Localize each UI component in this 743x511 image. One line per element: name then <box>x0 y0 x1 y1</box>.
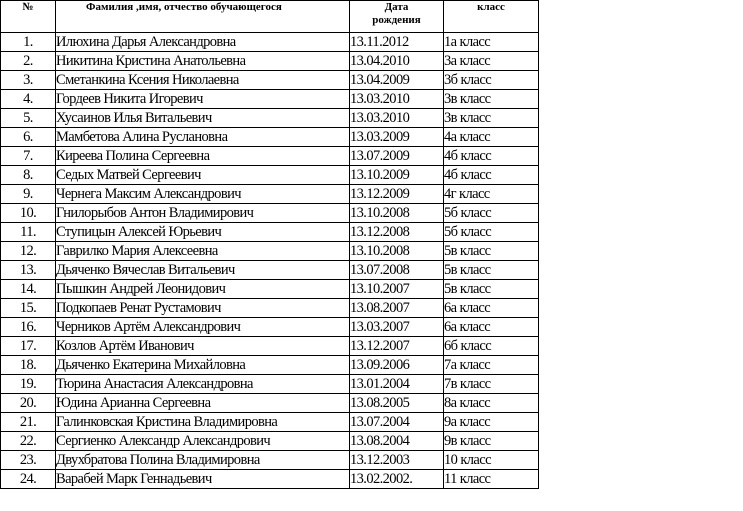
student-name: Киреева Полина Сергеевна <box>56 147 350 166</box>
table-row <box>1 451 539 470</box>
birth-date: 13.12.2007 <box>350 337 444 356</box>
row-number: 1. <box>1 33 56 52</box>
table-row <box>1 71 539 90</box>
header-class: класс <box>444 1 539 33</box>
table-row <box>1 356 539 375</box>
birth-date: 13.12.2003 <box>350 451 444 470</box>
birth-date: 13.12.2009 <box>350 185 444 204</box>
student-name: Козлов Артём Иванович <box>56 337 350 356</box>
birth-date: 13.04.2009 <box>350 71 444 90</box>
row-number: 19. <box>1 375 56 394</box>
birth-date: 13.10.2009 <box>350 166 444 185</box>
header-birth-date-line2: рождения <box>372 14 421 26</box>
table-row <box>1 413 539 432</box>
student-class: 3б класс <box>444 71 539 90</box>
birth-date: 13.11.2012 <box>350 33 444 52</box>
birth-date: 13.07.2008 <box>350 261 444 280</box>
student-class: 10 класс <box>444 451 539 470</box>
birth-date: 13.01.2004 <box>350 375 444 394</box>
header-full-name: Фамилия ,имя, отчество обучающегося <box>56 1 350 33</box>
row-number: 17. <box>1 337 56 356</box>
table-row <box>1 128 539 147</box>
student-class: 4б класс <box>444 166 539 185</box>
row-number: 20. <box>1 394 56 413</box>
birth-date: 13.10.2008 <box>350 242 444 261</box>
student-class: 5б класс <box>444 223 539 242</box>
student-name: Гнилорыбов Антон Владимирович <box>56 204 350 223</box>
student-name: Гордеев Никита Игоревич <box>56 90 350 109</box>
header-row <box>1 1 539 33</box>
row-number: 21. <box>1 413 56 432</box>
student-name: Хусаинов Илья Витальевич <box>56 109 350 128</box>
table-row <box>1 470 539 489</box>
birth-date: 13.07.2004 <box>350 413 444 432</box>
row-number: 15. <box>1 299 56 318</box>
student-class: 6а класс <box>444 299 539 318</box>
student-name: Мамбетова Алина Руслановна <box>56 128 350 147</box>
birth-date: 13.03.2010 <box>350 90 444 109</box>
row-number: 9. <box>1 185 56 204</box>
table-row <box>1 33 539 52</box>
row-number: 2. <box>1 52 56 71</box>
student-class: 5в класс <box>444 280 539 299</box>
student-class: 4а класс <box>444 128 539 147</box>
table-row <box>1 147 539 166</box>
header-number: № <box>1 1 56 33</box>
student-name: Двухбратова Полина Владимировна <box>56 451 350 470</box>
table-body <box>1 33 539 489</box>
header-birth-date <box>350 1 444 33</box>
row-number: 23. <box>1 451 56 470</box>
row-number: 7. <box>1 147 56 166</box>
table-row <box>1 432 539 451</box>
table-row <box>1 299 539 318</box>
birth-date: 13.08.2007 <box>350 299 444 318</box>
student-name: Юдина Арианна Сергеевна <box>56 394 350 413</box>
student-name: Варабей Марк Геннадьевич <box>56 470 350 489</box>
row-number: 24. <box>1 470 56 489</box>
student-class: 5в класс <box>444 261 539 280</box>
table-row <box>1 242 539 261</box>
birth-date: 13.10.2007 <box>350 280 444 299</box>
student-name: Пышкин Андрей Леонидович <box>56 280 350 299</box>
student-class: 4б класс <box>444 147 539 166</box>
birth-date: 13.08.2005 <box>350 394 444 413</box>
student-class: 3в класс <box>444 90 539 109</box>
student-class: 5в класс <box>444 242 539 261</box>
birth-date: 13.10.2008 <box>350 204 444 223</box>
birth-date: 13.07.2009 <box>350 147 444 166</box>
student-name: Тюрина Анастасия Александровна <box>56 375 350 394</box>
row-number: 18. <box>1 356 56 375</box>
row-number: 6. <box>1 128 56 147</box>
student-name: Черников Артём Александрович <box>56 318 350 337</box>
table-row <box>1 318 539 337</box>
table-row <box>1 337 539 356</box>
birth-date: 13.02.2002. <box>350 470 444 489</box>
birth-date: 13.03.2010 <box>350 109 444 128</box>
student-name: Галинковская Кристина Владимировна <box>56 413 350 432</box>
student-class: 6б класс <box>444 337 539 356</box>
birth-date: 13.03.2009 <box>350 128 444 147</box>
student-name: Илюхина Дарья Александровна <box>56 33 350 52</box>
student-class: 3а класс <box>444 52 539 71</box>
row-number: 11. <box>1 223 56 242</box>
table-row <box>1 280 539 299</box>
row-number: 3. <box>1 71 56 90</box>
student-class: 4г класс <box>444 185 539 204</box>
table-row <box>1 223 539 242</box>
row-number: 4. <box>1 90 56 109</box>
birth-date: 13.03.2007 <box>350 318 444 337</box>
student-name: Подкопаев Ренат Рустамович <box>56 299 350 318</box>
table-row <box>1 90 539 109</box>
table-row <box>1 394 539 413</box>
table-row <box>1 261 539 280</box>
row-number: 8. <box>1 166 56 185</box>
student-class: 7в класс <box>444 375 539 394</box>
student-class: 6а класс <box>444 318 539 337</box>
birth-date: 13.04.2010 <box>350 52 444 71</box>
student-class: 7а класс <box>444 356 539 375</box>
table-row <box>1 52 539 71</box>
student-name: Ступицын Алексей Юрьевич <box>56 223 350 242</box>
birth-date: 13.09.2006 <box>350 356 444 375</box>
student-class: 5б класс <box>444 204 539 223</box>
student-class: 9а класс <box>444 413 539 432</box>
student-name: Чернега Максим Александрович <box>56 185 350 204</box>
table-row <box>1 204 539 223</box>
student-name: Сметанкина Ксения Николаевна <box>56 71 350 90</box>
student-name: Никитина Кристина Анатольевна <box>56 52 350 71</box>
student-class: 1а класс <box>444 33 539 52</box>
row-number: 22. <box>1 432 56 451</box>
row-number: 16. <box>1 318 56 337</box>
birth-date: 13.08.2004 <box>350 432 444 451</box>
table-row <box>1 375 539 394</box>
header-birth-date-line1: Дата <box>384 1 409 13</box>
row-number: 10. <box>1 204 56 223</box>
table-row <box>1 185 539 204</box>
birth-date: 13.12.2008 <box>350 223 444 242</box>
student-name: Дьяченко Екатерина Михайловна <box>56 356 350 375</box>
row-number: 13. <box>1 261 56 280</box>
student-name: Гаврилко Мария Алексеевна <box>56 242 350 261</box>
student-name: Сергиенко Александр Александрович <box>56 432 350 451</box>
student-class: 3в класс <box>444 109 539 128</box>
student-class: 8а класс <box>444 394 539 413</box>
student-class: 11 класс <box>444 470 539 489</box>
row-number: 5. <box>1 109 56 128</box>
table-row <box>1 109 539 128</box>
student-class: 9в класс <box>444 432 539 451</box>
student-name: Дьяченко Вячеслав Витальевич <box>56 261 350 280</box>
row-number: 12. <box>1 242 56 261</box>
student-name: Седых Матвей Сергеевич <box>56 166 350 185</box>
row-number: 14. <box>1 280 56 299</box>
table-row <box>1 166 539 185</box>
